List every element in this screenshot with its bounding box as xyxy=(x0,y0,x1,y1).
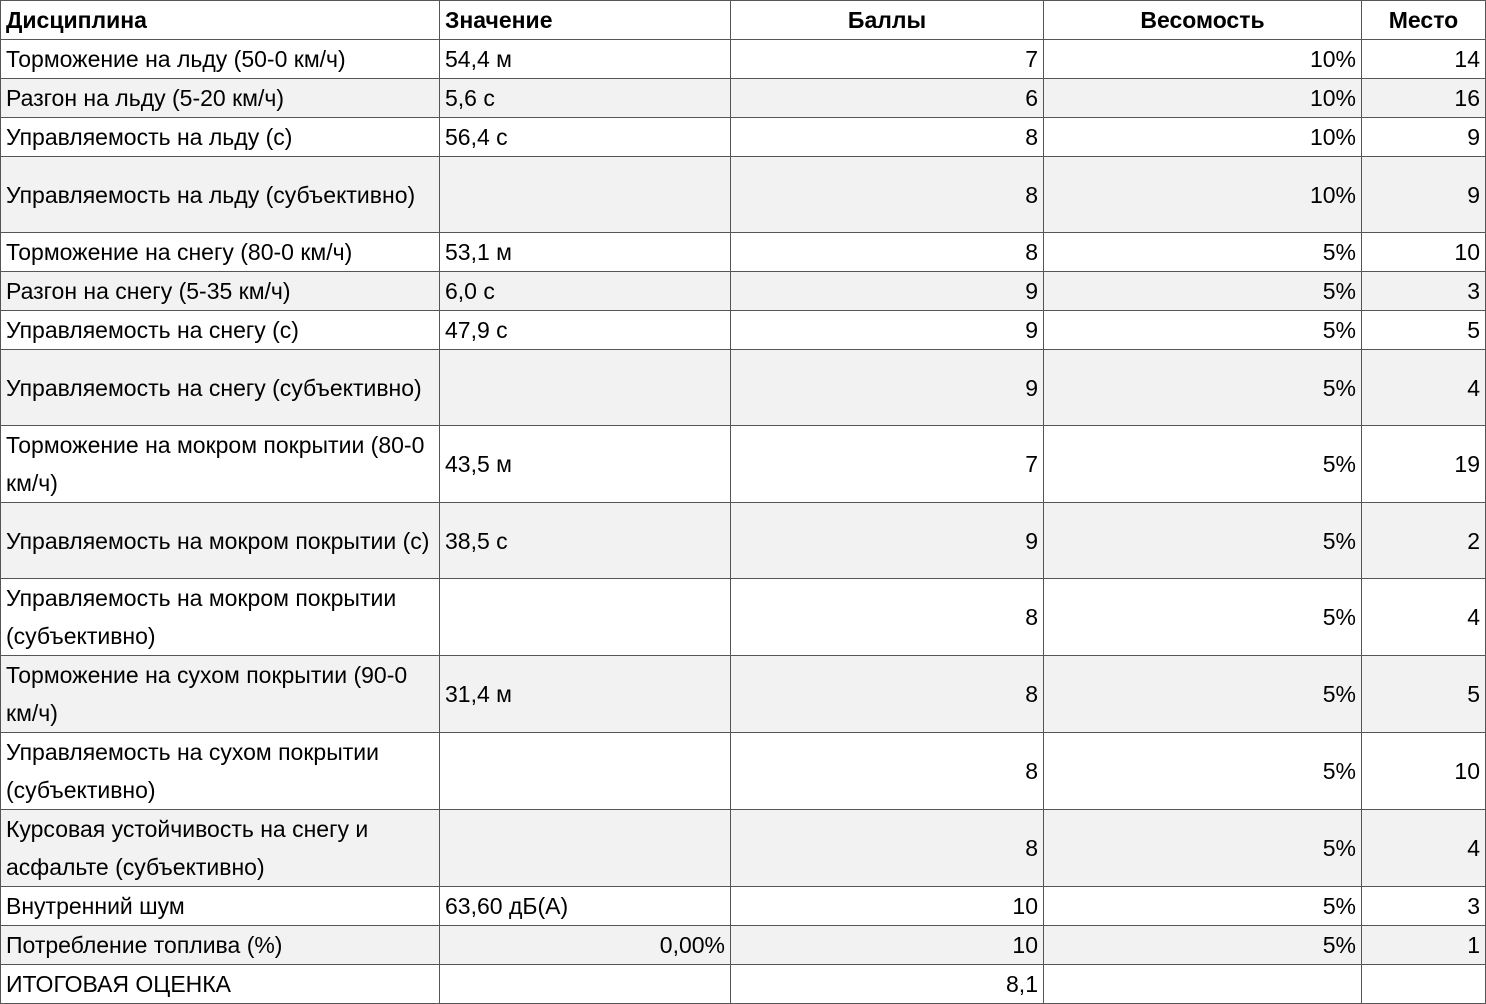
weight-cell: 10% xyxy=(1044,40,1362,79)
table-row xyxy=(1,733,1486,810)
table-row xyxy=(1,503,1486,579)
weight-cell: 5% xyxy=(1044,733,1362,810)
place-cell: 10 xyxy=(1362,233,1486,272)
place-cell: 4 xyxy=(1362,579,1486,656)
value-cell: 38,5 с xyxy=(440,503,731,579)
points-cell: 8 xyxy=(731,579,1044,656)
points-cell: 8 xyxy=(731,118,1044,157)
header-value: Значение xyxy=(440,1,731,40)
table-row xyxy=(1,272,1486,311)
place-cell: 9 xyxy=(1362,157,1486,233)
weight-cell: 5% xyxy=(1044,272,1362,311)
value-cell: 56,4 с xyxy=(440,118,731,157)
table-row xyxy=(1,810,1486,887)
header-points: Баллы xyxy=(731,1,1044,40)
value-cell xyxy=(440,733,731,810)
place-cell: 14 xyxy=(1362,40,1486,79)
total-score: 8,1 xyxy=(731,965,1044,1004)
table-row xyxy=(1,40,1486,79)
points-cell: 9 xyxy=(731,503,1044,579)
weight-cell: 5% xyxy=(1044,810,1362,887)
weight-cell xyxy=(1044,965,1362,1004)
place-cell: 3 xyxy=(1362,887,1486,926)
table-row xyxy=(1,426,1486,503)
points-cell: 8 xyxy=(731,157,1044,233)
value-cell xyxy=(440,350,731,426)
discipline-cell: Управляемость на мокром покрытии (субъективно) xyxy=(1,579,440,656)
discipline-cell: Потребление топлива (%) xyxy=(1,926,440,965)
place-cell: 2 xyxy=(1362,503,1486,579)
header-place: Место xyxy=(1362,1,1486,40)
points-cell: 10 xyxy=(731,887,1044,926)
table-row xyxy=(1,887,1486,926)
weight-cell: 10% xyxy=(1044,157,1362,233)
discipline-cell: Управляемость на снегу (субъективно) xyxy=(1,350,440,426)
discipline-cell: Управляемость на снегу (с) xyxy=(1,311,440,350)
points-cell: 7 xyxy=(731,40,1044,79)
table-row xyxy=(1,157,1486,233)
points-cell: 10 xyxy=(731,926,1044,965)
weight-cell: 10% xyxy=(1044,79,1362,118)
place-cell: 5 xyxy=(1362,311,1486,350)
place-cell: 1 xyxy=(1362,926,1486,965)
value-cell: 6,0 с xyxy=(440,272,731,311)
table-row xyxy=(1,233,1486,272)
place-cell: 4 xyxy=(1362,350,1486,426)
weight-cell: 5% xyxy=(1044,656,1362,733)
weight-cell: 10% xyxy=(1044,118,1362,157)
discipline-cell: Торможение на мокром покрытии (80-0 км/ч) xyxy=(1,426,440,503)
table-row xyxy=(1,579,1486,656)
points-cell: 7 xyxy=(731,426,1044,503)
table-row xyxy=(1,79,1486,118)
discipline-cell: Внутренний шум xyxy=(1,887,440,926)
points-cell: 9 xyxy=(731,272,1044,311)
value-cell: 53,1 м xyxy=(440,233,731,272)
table-row xyxy=(1,311,1486,350)
points-cell: 6 xyxy=(731,79,1044,118)
value-cell xyxy=(440,579,731,656)
table-row xyxy=(1,118,1486,157)
total-row xyxy=(1,965,1486,1004)
points-cell: 8 xyxy=(731,656,1044,733)
header-discipline: Дисциплина xyxy=(1,1,440,40)
points-cell: 9 xyxy=(731,311,1044,350)
value-cell: 5,6 с xyxy=(440,79,731,118)
place-cell xyxy=(1362,965,1486,1004)
discipline-cell: Управляемость на сухом покрытии (субъективно) xyxy=(1,733,440,810)
discipline-cell: Торможение на сухом покрытии (90-0 км/ч) xyxy=(1,656,440,733)
weight-cell: 5% xyxy=(1044,503,1362,579)
table-row xyxy=(1,350,1486,426)
weight-cell: 5% xyxy=(1044,887,1362,926)
value-cell: 0,00% xyxy=(440,926,731,965)
weight-cell: 5% xyxy=(1044,426,1362,503)
value-cell: 54,4 м xyxy=(440,40,731,79)
weight-cell: 5% xyxy=(1044,233,1362,272)
table-row xyxy=(1,656,1486,733)
discipline-cell: Торможение на снегу (80-0 км/ч) xyxy=(1,233,440,272)
value-cell: 43,5 м xyxy=(440,426,731,503)
discipline-cell: Управляемость на льду (субъективно) xyxy=(1,157,440,233)
discipline-cell: Управляемость на льду (с) xyxy=(1,118,440,157)
points-cell: 8 xyxy=(731,810,1044,887)
header-row xyxy=(1,1,1486,40)
value-cell xyxy=(440,965,731,1004)
value-cell xyxy=(440,810,731,887)
place-cell: 16 xyxy=(1362,79,1486,118)
discipline-cell: Курсовая устойчивость на снегу и асфальте (субъективно) xyxy=(1,810,440,887)
value-cell xyxy=(440,157,731,233)
place-cell: 10 xyxy=(1362,733,1486,810)
place-cell: 19 xyxy=(1362,426,1486,503)
place-cell: 5 xyxy=(1362,656,1486,733)
table-row xyxy=(1,926,1486,965)
discipline-cell: Разгон на снегу (5-35 км/ч) xyxy=(1,272,440,311)
weight-cell: 5% xyxy=(1044,350,1362,426)
points-cell: 8 xyxy=(731,733,1044,810)
points-cell: 9 xyxy=(731,350,1044,426)
place-cell: 4 xyxy=(1362,810,1486,887)
discipline-cell: Торможение на льду (50-0 км/ч) xyxy=(1,40,440,79)
header-weight: Весомость xyxy=(1044,1,1362,40)
value-cell: 31,4 м xyxy=(440,656,731,733)
total-label: ИТОГОВАЯ ОЦЕНКА xyxy=(1,965,440,1004)
discipline-cell: Управляемость на мокром покрытии (с) xyxy=(1,503,440,579)
place-cell: 9 xyxy=(1362,118,1486,157)
value-cell: 63,60 дБ(А) xyxy=(440,887,731,926)
value-cell: 47,9 с xyxy=(440,311,731,350)
discipline-cell: Разгон на льду (5-20 км/ч) xyxy=(1,79,440,118)
weight-cell: 5% xyxy=(1044,579,1362,656)
points-cell: 8 xyxy=(731,233,1044,272)
weight-cell: 5% xyxy=(1044,926,1362,965)
place-cell: 3 xyxy=(1362,272,1486,311)
weight-cell: 5% xyxy=(1044,311,1362,350)
